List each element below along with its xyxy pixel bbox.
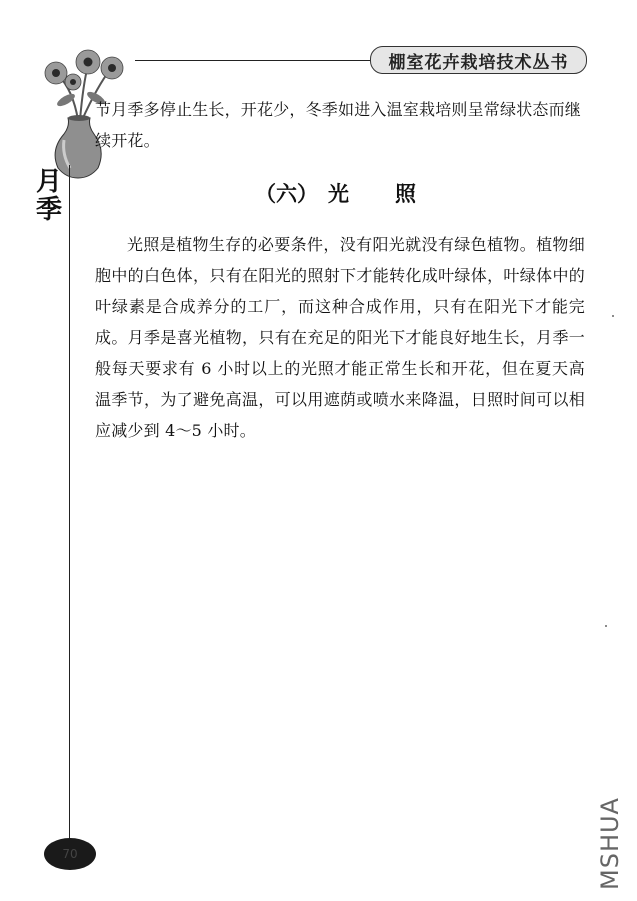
scan-speck xyxy=(605,625,607,627)
body-paragraph: 光照是植物生存的必要条件，没有阳光就没有绿色植物。植物细胞中的白色体，只有在阳光的照射下才能转化成叶绿体，叶绿体中的叶绿素是合成养分的工厂，而这种合成作用，只有在阳光下才能完成。月季是喜光植物，只有在充足的阳光下才能良好地生长，月季一般每天要求有 6 小时以上的光照才能正常生长和开花，但在夏天高温季节，为了避免高温，可以用遮荫或喷水来降温，日照时间可以相应减少到 4～5 小时。 xyxy=(95,235,585,440)
series-title-badge xyxy=(370,46,587,74)
section-number: （六） xyxy=(255,181,318,206)
section-title-part2: 照 xyxy=(395,181,416,206)
section-heading xyxy=(255,178,455,208)
section-title-part1: 光 xyxy=(328,181,349,206)
book-title: 月季 xyxy=(35,167,62,225)
page-number: 70 xyxy=(62,847,78,861)
watermark: MSHUA xyxy=(596,797,624,890)
page-number-badge xyxy=(44,838,96,870)
series-title: 棚室花卉栽培技术丛书 xyxy=(388,52,569,73)
margin-rule xyxy=(69,165,70,865)
scan-speck xyxy=(612,315,614,317)
continued-paragraph: 节月季多停止生长，开花少，冬季如进入温室栽培则呈常绿状态而继续开花。 xyxy=(95,100,582,150)
header-rule xyxy=(135,60,370,61)
